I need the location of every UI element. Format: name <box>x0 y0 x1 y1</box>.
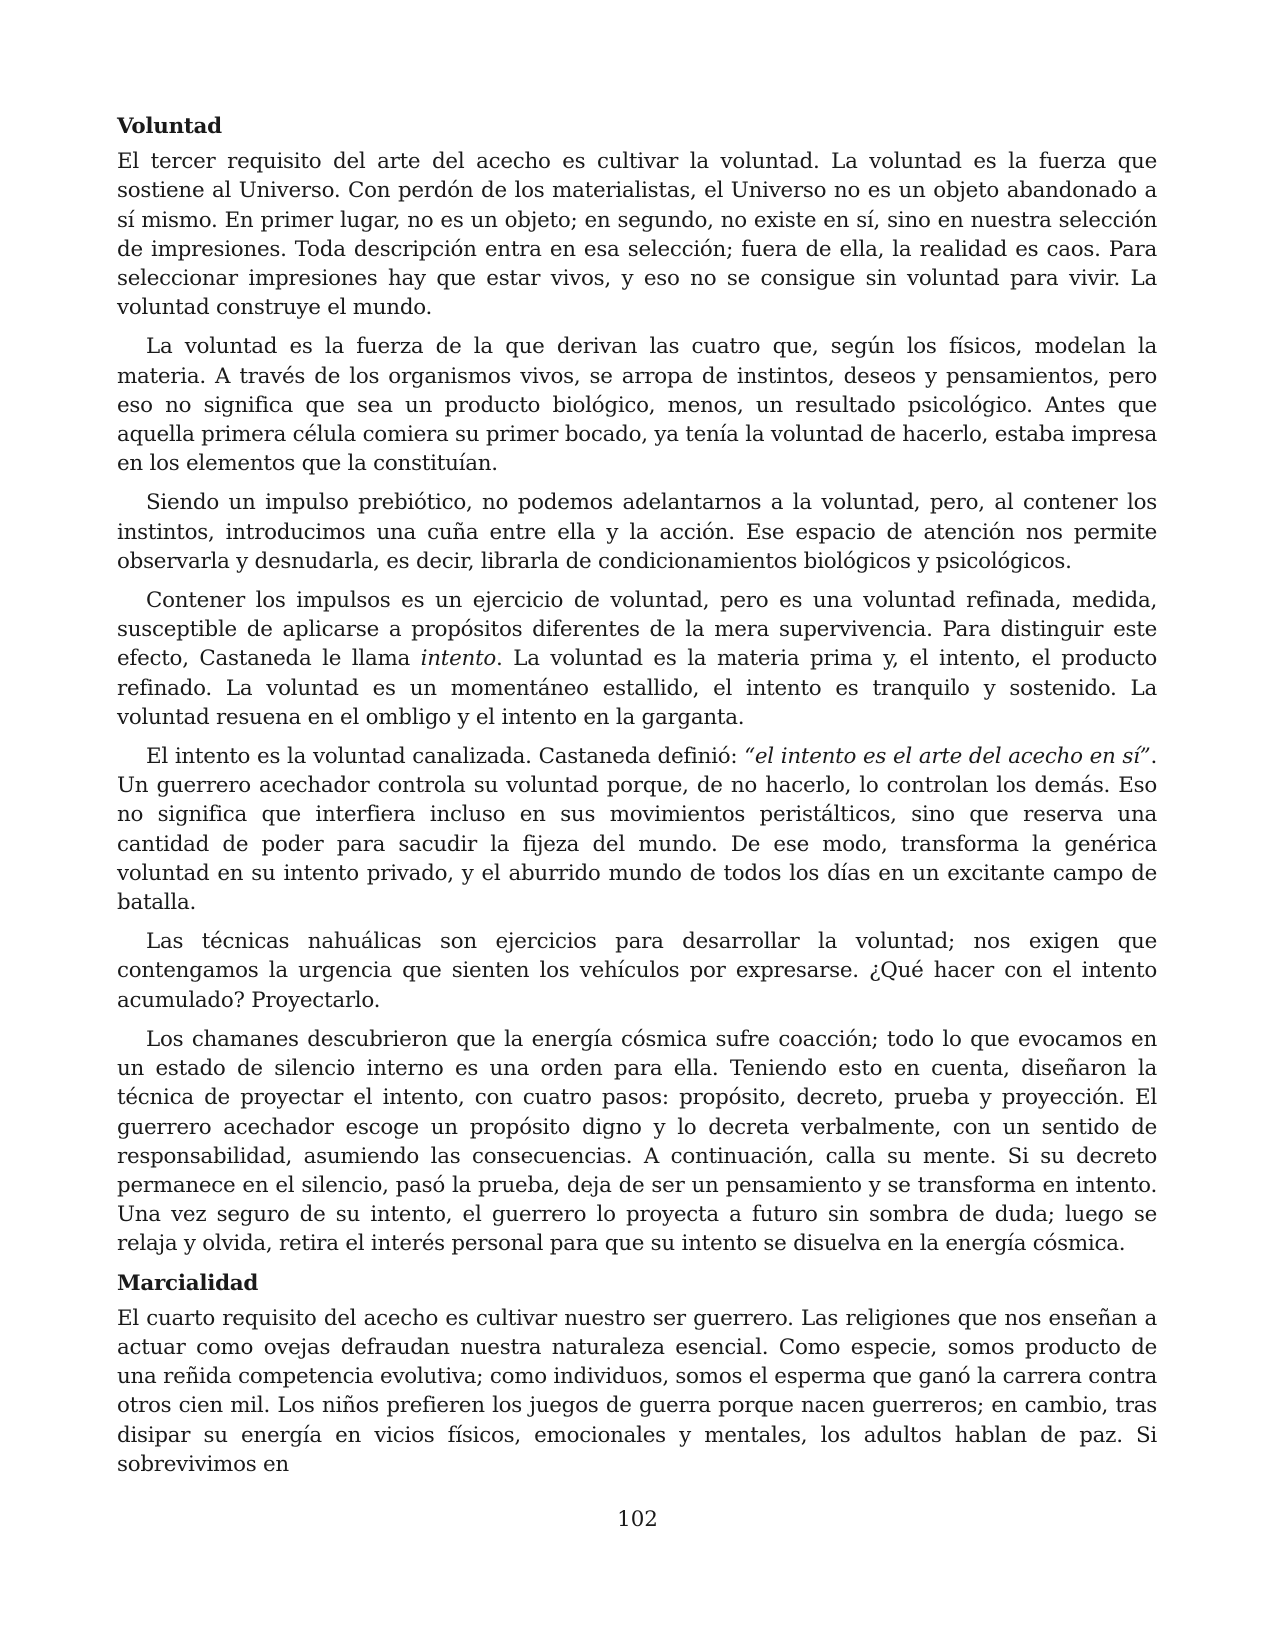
italic-text: “el intento es el arte del acecho en sí” <box>744 744 1151 770</box>
text-run: El cuarto requisito del acecho es cultivar nuestro ser guerrero. Las religiones que nos enseñan a actuar como ovejas defraudan nuestra naturaleza esencial. Como especie, somos producto de una reñida competencia evolutiva; como individuos, somos el esperma que ganó la carrera contra otros cien mil. Los niños prefieren los juegos de guerra porque nacen guerreros; en cambio, tras disipar su energía en vicios físicos, emocionales y mentales, los adultos hablan de paz. Si sobrevivimos en <box>117 1305 1157 1477</box>
paragraph <box>117 1304 1157 1479</box>
text-run: . Un guerrero acechador controla su voluntad porque, de no hacerlo, lo controlan los demás. Eso no significa que interfiera incluso en sus movimientos peristálticos, sino que reserva una cantidad de poder para sacudir la fijeza del mundo. De ese modo, transforma la genérica voluntad en su intento privado, y el aburrido mundo de todos los días en un excitante campo de batalla. <box>117 744 1157 916</box>
italic-text: intento <box>420 646 497 672</box>
paragraph <box>117 488 1157 576</box>
section-heading: Voluntad <box>117 114 222 139</box>
page-number: 102 <box>617 1507 658 1532</box>
text-run: Siendo un impulso prebiótico, no podemos adelantarnos a la voluntad, pero, al contener los instintos, introducimos una cuña entre ella y la acción. Ese espacio de atención nos permite observarla y desnudarla, es decir, librarla de condicionamientos biológicos y psicológicos. <box>117 490 1157 574</box>
text-run: La voluntad es la fuerza de la que derivan las cuatro que, según los físicos, modelan la materia. A través de los organismos vivos, se arropa de instintos, deseos y pensamientos, pero eso no significa que sea un producto biológico, menos, un resultado psicológico. Antes que aquella primera célula comiera su primer bocado, ya tenía la voluntad de hacerlo, estaba impresa en los elementos que la constituían. <box>117 334 1157 477</box>
paragraph <box>117 1025 1157 1259</box>
paragraph <box>117 586 1157 732</box>
text-run: Los chamanes descubrieron que la energía cósmica sufre coacción; todo lo que evocamos en un estado de silencio interno es una orden para ella. Teniendo esto en cuenta, diseñaron la técnica de proyectar el intento, con cuatro pasos: propósito, decreto, prueba y proyección. El guerrero acechador escoge un propósito digno y lo decreta verbalmente, con un sentido de responsabilidad, asumiendo las consecuencias. A continuación, calla su mente. Si su decreto permanece en el silencio, pasó la prueba, deja de ser un pensamiento y se transforma en intento. Una vez seguro de su intento, el guerrero lo proyecta a futuro sin sombra de duda; luego se relaja y olvida, retira el interés personal para que su intento se disuelva en la energía cósmica. <box>117 1026 1157 1257</box>
paragraph <box>117 147 1157 322</box>
paragraph <box>117 332 1157 478</box>
text-run: El tercer requisito del arte del acecho es cultivar la voluntad. La voluntad es la fuerza que sostiene al Universo. Con perdón de los materialistas, el Universo no es un objeto abandonado a sí mismo. En primer lugar, no es un objeto; en segundo, no existe en sí, sino en nuestra selección de impresiones. Toda descripción entra en esa selección; fuera de ella, la realidad es caos. Para seleccionar impresiones hay que estar vivos, y eso no se consigue sin voluntad para vivir. La voluntad construye el mundo. <box>117 149 1157 321</box>
text-run: . La voluntad es la materia prima y, el intento, el producto refinado. La voluntad es un momentáneo estallido, el intento es tranquilo y sostenido. La voluntad resuena en el ombligo y el intento en la garganta. <box>117 646 1157 730</box>
paragraph <box>117 742 1157 917</box>
text-run: Contener los impulsos es un ejercicio de voluntad, pero es una voluntad refinada, medida, susceptible de aplicarse a propósitos diferentes de la mera supervivencia. Para distinguir este efecto, Castaneda le llama <box>117 588 1157 672</box>
paragraph <box>117 927 1157 1015</box>
page-body <box>117 112 1157 1489</box>
text-run: El intento es la voluntad canalizada. Castaneda definió: <box>146 744 745 770</box>
section-heading: Marcialidad <box>117 1270 259 1296</box>
text-run: Las técnicas nahuálicas son ejercicios para desarrollar la voluntad; nos exigen que contengamos la urgencia que sienten los vehículos por expresarse. ¿Qué hacer con el intento acumulado? Proyectarlo. <box>117 929 1157 1013</box>
